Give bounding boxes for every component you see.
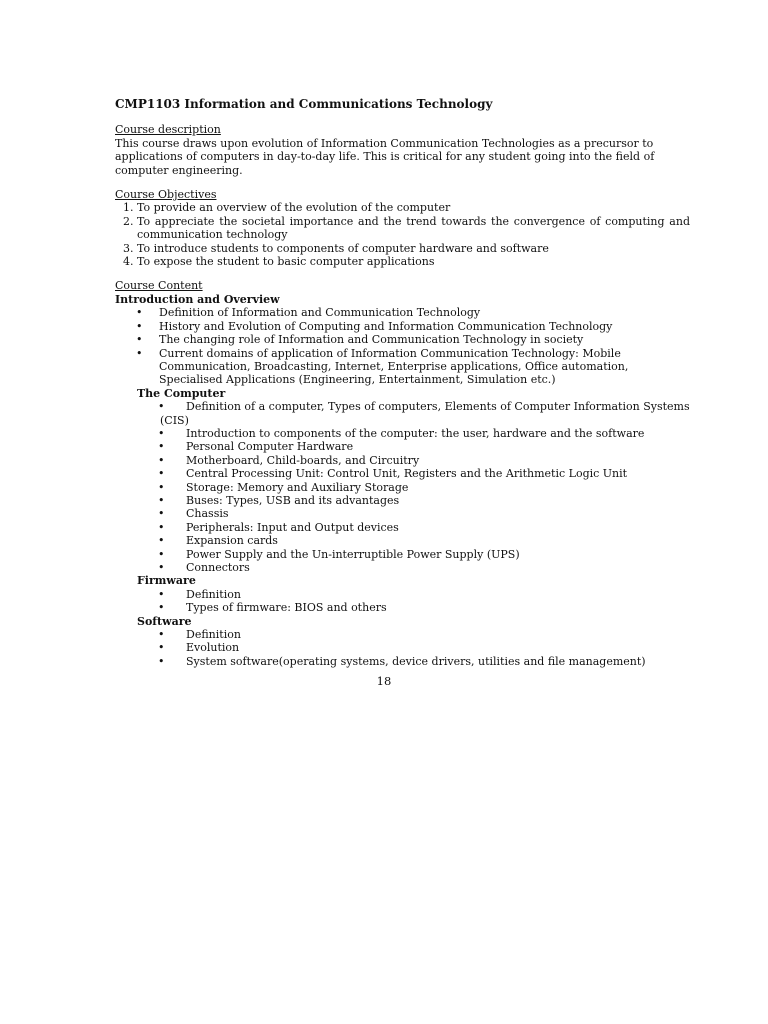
list-item: • Definition (115, 628, 690, 641)
software-list (115, 628, 690, 668)
description-heading: Course description (115, 123, 221, 137)
list-item: • Personal Computer Hardware (115, 440, 690, 453)
page-number: 18 (376, 674, 392, 688)
list-item: • Storage: Memory and Auxiliary Storage (115, 481, 690, 494)
list-item: • System software(operating systems, device drivers, utilities and file management) (115, 655, 690, 668)
content-heading: Course Content (115, 279, 203, 293)
computer-heading: The Computer (137, 386, 226, 400)
list-item: • Evolution (115, 641, 690, 654)
firmware-heading: Firmware (137, 574, 196, 588)
intro-heading: Introduction and Overview (115, 292, 280, 306)
objective-item: 1. To provide an overview of the evolution of the computer (137, 201, 690, 214)
list-item: • The changing role of Information and Communication Technology in society (115, 333, 690, 346)
list-item: • Introduction to components of the computer: the user, hardware and the software (115, 427, 690, 440)
list-item: • Types of firmware: BIOS and others (115, 601, 690, 614)
objective-item: 4. To expose the student to basic computer applications (137, 255, 690, 268)
list-item: • Definition of a computer, Types of computers, Elements of Computer Information Systems (CIS) (115, 400, 690, 427)
list-item: • Current domains of application of Information Communication Technology: Mobile Communication, Broadcasting, Internet, Enterprise applications, Office automation, Specialised Applications (Engineering, Entertainment, Simulation etc.) (115, 347, 690, 387)
list-item: • History and Evolution of Computing and Information Communication Technology (115, 320, 690, 333)
firmware-list (115, 588, 690, 615)
objectives-heading: Course Objectives (115, 188, 217, 202)
list-item: • Expansion cards (115, 534, 690, 547)
objectives-list (115, 201, 690, 268)
list-item: • Connectors (115, 561, 690, 574)
page-content (115, 98, 690, 668)
objective-item: 2. To appreciate the societal importance and the trend towards the convergence of computing and communication technology (137, 215, 690, 242)
content-section (115, 279, 690, 668)
list-item: • Power Supply and the Un-interruptible Power Supply (UPS) (115, 548, 690, 561)
course-title: CMP1103 Information and Communications Technology (115, 97, 493, 111)
list-item: • Definition of Information and Communication Technology (115, 306, 690, 319)
list-item: • Central Processing Unit: Control Unit, Registers and the Arithmetic Logic Unit (115, 467, 690, 480)
list-item: • Buses: Types, USB and its advantages (115, 494, 690, 507)
list-item: • Motherboard, Child-boards, and Circuitry (115, 454, 690, 467)
software-heading: Software (137, 614, 192, 628)
list-item: • Definition (115, 588, 690, 601)
list-item: • Peripherals: Input and Output devices (115, 521, 690, 534)
description-section (115, 123, 690, 177)
list-item: • Chassis (115, 507, 690, 520)
description-text: This course draws upon evolution of Information Communication Technologies as a precursor to applications of computers in day-to-day life. This is critical for any student going into the field of computer engineering. (115, 136, 655, 177)
computer-list (115, 400, 690, 574)
objectives-section (115, 188, 690, 268)
intro-list (115, 306, 690, 386)
objective-item: 3. To introduce students to components of computer hardware and software (137, 242, 690, 255)
